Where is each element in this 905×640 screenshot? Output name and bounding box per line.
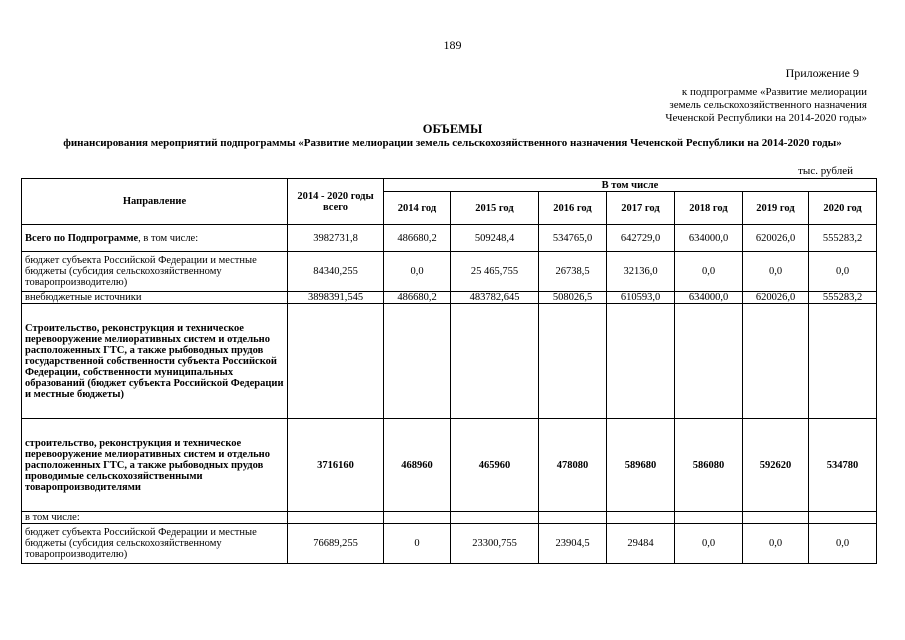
cell-value bbox=[384, 512, 451, 524]
table-row bbox=[22, 524, 877, 564]
cell-value: 555283,2 bbox=[809, 292, 877, 304]
units-label: тыс. рублей bbox=[798, 165, 853, 177]
cell-value bbox=[809, 304, 877, 419]
cell-value bbox=[743, 304, 809, 419]
cell-value: 0,0 bbox=[743, 524, 809, 564]
header-including: В том числе bbox=[384, 179, 877, 192]
cell-value: 23300,755 bbox=[451, 524, 539, 564]
cell-value bbox=[384, 304, 451, 419]
document-heading: ОБЪЕМЫ bbox=[422, 122, 483, 136]
header-year: 2019 год bbox=[743, 192, 809, 225]
header-year: 2017 год bbox=[607, 192, 675, 225]
row-label: внебюджетные источники bbox=[22, 292, 288, 304]
header-year: 2020 год bbox=[809, 192, 877, 225]
table-row bbox=[22, 512, 877, 524]
row-label: в том числе: bbox=[22, 512, 288, 524]
cell-value: 486680,2 bbox=[384, 225, 451, 252]
row-label: Всего по Подпрограмме, в том числе: bbox=[22, 225, 288, 252]
appendix-line: земель сельскохозяйственного назначения bbox=[669, 99, 867, 111]
table-row bbox=[22, 304, 877, 419]
header-direction: Направление bbox=[22, 179, 288, 225]
cell-value: 589680 bbox=[607, 419, 675, 512]
cell-value: 26738,5 bbox=[539, 252, 607, 292]
cell-value: 0,0 bbox=[675, 252, 743, 292]
cell-value: 483782,645 bbox=[451, 292, 539, 304]
cell-value: 486680,2 bbox=[384, 292, 451, 304]
cell-value bbox=[539, 512, 607, 524]
cell-total: 76689,255 bbox=[288, 524, 384, 564]
header-total-period: 2014 - 2020 годы всего bbox=[288, 179, 384, 225]
cell-value: 465960 bbox=[451, 419, 539, 512]
cell-value: 634000,0 bbox=[675, 292, 743, 304]
cell-value bbox=[451, 304, 539, 419]
header-year: 2018 год bbox=[675, 192, 743, 225]
cell-value: 468960 bbox=[384, 419, 451, 512]
cell-value bbox=[809, 512, 877, 524]
cell-value bbox=[539, 304, 607, 419]
cell-value: 25 465,755 bbox=[451, 252, 539, 292]
cell-value: 642729,0 bbox=[607, 225, 675, 252]
header-year: 2016 год bbox=[539, 192, 607, 225]
cell-value bbox=[743, 512, 809, 524]
appendix-description bbox=[665, 86, 867, 125]
cell-value: 0 bbox=[384, 524, 451, 564]
cell-total bbox=[288, 304, 384, 419]
cell-value bbox=[675, 304, 743, 419]
table-row bbox=[22, 292, 877, 304]
cell-total: 3716160 bbox=[288, 419, 384, 512]
appendix-line: к подпрограмме «Развитие мелиорации bbox=[681, 86, 867, 98]
cell-total: 3898391,545 bbox=[288, 292, 384, 304]
cell-value: 509248,4 bbox=[451, 225, 539, 252]
header-year: 2014 год bbox=[384, 192, 451, 225]
cell-value: 0,0 bbox=[809, 252, 877, 292]
cell-value: 29484 bbox=[607, 524, 675, 564]
cell-total: 3982731,8 bbox=[288, 225, 384, 252]
cell-value: 508026,5 bbox=[539, 292, 607, 304]
page-number: 189 bbox=[443, 38, 462, 52]
table-row bbox=[22, 225, 877, 252]
row-label: бюджет субъекта Российской Федерации и местные бюджеты (субсидия сельскохозяйственному товаропроизводителю) bbox=[22, 252, 288, 292]
cell-value: 534780 bbox=[809, 419, 877, 512]
cell-value: 634000,0 bbox=[675, 225, 743, 252]
cell-value: 555283,2 bbox=[809, 225, 877, 252]
cell-total: 84340,255 bbox=[288, 252, 384, 292]
table-row bbox=[22, 419, 877, 512]
row-label: строительство, реконструкция и техническое перевооружение мелиоративных систем и отдельно расположенных ГТС, а также рыбоводных прудов проводимые сельскохозяйственными товаропроизводителями bbox=[22, 419, 288, 512]
cell-value: 478080 bbox=[539, 419, 607, 512]
cell-value bbox=[451, 512, 539, 524]
cell-value bbox=[607, 304, 675, 419]
appendix-line: Чеченской Республики на 2014-2020 годы» bbox=[665, 112, 867, 124]
cell-value: 592620 bbox=[743, 419, 809, 512]
cell-value: 610593,0 bbox=[607, 292, 675, 304]
cell-value: 620026,0 bbox=[743, 225, 809, 252]
cell-total bbox=[288, 512, 384, 524]
row-label: Строительство, реконструкция и техническое перевооружение мелиоративных систем и отдельно расположенных ГТС, а также рыбоводных прудов государственной собственности субъекта Российской Федерации, собственности муниципальных образований (бюджет субъекта Российской Федерации и местные бюджеты) bbox=[22, 304, 288, 419]
document-subheading: финансирования мероприятий подпрограммы «Развитие мелиорации земель сельскохозяйственного назначения Чеченской Республики на 2014-2020 годы» bbox=[63, 137, 842, 149]
appendix-title: Приложение 9 bbox=[785, 66, 859, 80]
cell-value: 0,0 bbox=[743, 252, 809, 292]
cell-value: 0,0 bbox=[384, 252, 451, 292]
table-row bbox=[22, 252, 877, 292]
cell-value: 534765,0 bbox=[539, 225, 607, 252]
cell-value: 0,0 bbox=[809, 524, 877, 564]
cell-value: 620026,0 bbox=[743, 292, 809, 304]
cell-value: 32136,0 bbox=[607, 252, 675, 292]
row-label: бюджет субъекта Российской Федерации и местные бюджеты (субсидия сельскохозяйственному товаропроизводителю) bbox=[22, 524, 288, 564]
cell-value bbox=[607, 512, 675, 524]
cell-value bbox=[675, 512, 743, 524]
header-year: 2015 год bbox=[451, 192, 539, 225]
funding-table bbox=[21, 178, 877, 564]
cell-value: 0,0 bbox=[675, 524, 743, 564]
cell-value: 23904,5 bbox=[539, 524, 607, 564]
cell-value: 586080 bbox=[675, 419, 743, 512]
